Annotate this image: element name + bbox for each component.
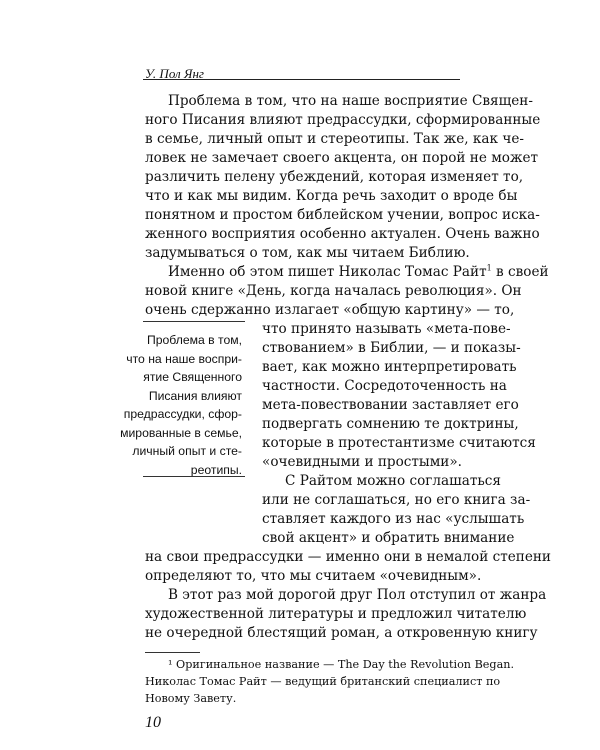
header-rule bbox=[143, 79, 460, 80]
text-line: очень сдержанно излагает «общую картину» — то, bbox=[145, 302, 515, 318]
text-line: В этот раз мой дорогой друг Пол отступил от жанра bbox=[168, 587, 547, 603]
text-line: «очевидными и простыми». bbox=[262, 454, 463, 470]
text-fragment: Именно об этом пишет Николас Томас Райт bbox=[168, 264, 487, 280]
sidebar-line: ятие Священного bbox=[143, 370, 242, 384]
text-line: новой книге «День, когда началась революция». Он bbox=[145, 283, 522, 299]
sidebar-line: личный опыт и сте- bbox=[132, 444, 242, 458]
text-line: ного Писания влияют предрассудки, сформированные bbox=[145, 112, 541, 128]
text-line: свой акцент» и обратить внимание bbox=[262, 530, 515, 546]
text-line: что принято называть «мета-пове- bbox=[262, 321, 511, 337]
text-line: определяют то, что мы считаем «очевидным». bbox=[145, 568, 482, 584]
sidebar-line: что на наше воспри- bbox=[126, 351, 242, 366]
sidebar-line: реотипы. bbox=[190, 462, 242, 477]
page-number: 10 bbox=[145, 714, 161, 731]
footnote-line: Николас Томас Райт — ведущий британский специалист по bbox=[145, 675, 501, 688]
text-line: С Райтом можно соглашаться bbox=[285, 473, 501, 489]
text-line: не очередной блестящий роман, а откровенную книгу bbox=[145, 625, 538, 641]
text-line: ставляет каждого из нас «услышать bbox=[262, 511, 525, 527]
text-fragment: в своей bbox=[496, 264, 549, 280]
sidebar-line: мированные в семье, bbox=[120, 425, 242, 440]
text-line: которые в протестантизме считаются bbox=[262, 435, 536, 451]
text-line: Проблема в том, что на наше восприятие Священ- bbox=[168, 93, 533, 109]
text-line: что и как мы видим. Когда речь заходит о вроде бы bbox=[145, 188, 518, 204]
sidebar-bottom-rule bbox=[143, 476, 245, 477]
footnote-rule bbox=[145, 652, 200, 653]
text-line: ствованием» в Библии, — и показы- bbox=[262, 340, 521, 356]
text-line: художественной литературы и предложил читателю bbox=[145, 606, 527, 622]
text-line: понятном и простом библейском учении, вопрос иска- bbox=[145, 207, 540, 223]
footnote-line: Новому Завету. bbox=[145, 692, 237, 705]
sidebar-line: Проблема в том, bbox=[146, 333, 242, 347]
text-line: женного восприятия особенно актуален. Очень важно bbox=[145, 226, 540, 242]
text-line: в семье, личный опыт и стереотипы. Так же, как че- bbox=[145, 131, 524, 147]
text-line: различить пелену убеждений, которая изменяет то, bbox=[145, 169, 524, 185]
text-line: или не соглашаться, но его книга за- bbox=[262, 492, 531, 508]
footnote-line: ¹ Оригинальное название — The Day the Revolution Began. bbox=[168, 658, 514, 671]
sidebar-line: предрассудки, сфор- bbox=[123, 407, 242, 421]
text-line: задумываться о том, как мы читаем Библию. bbox=[145, 245, 470, 261]
text-line: частности. Сосредоточенность на bbox=[262, 378, 507, 394]
text-line: на свои предрассудки — именно они в немалой степени bbox=[145, 549, 551, 565]
footnote-marker: 1 bbox=[486, 263, 492, 273]
text-line: подвергать сомнению те доктрины, bbox=[262, 416, 519, 432]
text-line: мета-повествовании заставляет его bbox=[262, 397, 519, 413]
sidebar-top-rule bbox=[143, 321, 245, 322]
text-line: вает, как можно интерпретировать bbox=[262, 359, 517, 375]
running-header: У. Пол Янг bbox=[145, 66, 204, 81]
sidebar-line: Писания влияют bbox=[148, 388, 242, 403]
text-line: ловек не замечает своего акцента, он порой не может bbox=[145, 150, 539, 166]
text-line bbox=[168, 263, 549, 282]
